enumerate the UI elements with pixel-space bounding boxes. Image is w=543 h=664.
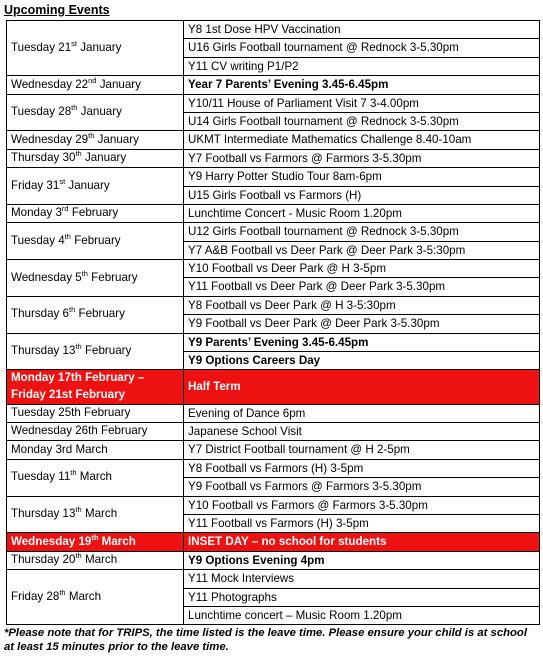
table-row [7,333,540,370]
table-row [7,441,540,459]
page-title: Upcoming Events [4,3,110,17]
event-details [184,333,540,370]
date-text: Monday 3rd March [11,442,108,456]
event-item: Y8 Football vs Farmors (H) 3-5pm [188,461,364,475]
event-item: Y11 Mock Interviews [188,572,295,586]
table-row [7,533,540,551]
date-month: January [77,105,122,119]
date-text: Thursday 13 [11,344,76,358]
event-item: Y9 Parents’ Evening 3.45-6.45pm [188,335,369,349]
event-item: Y7 Football vs Farmors @ Farmors 3-5.30pm [188,151,422,165]
event-date [7,333,184,370]
event-details [184,149,540,167]
date-text: Monday 17th February – Friday 21st February [11,371,145,402]
table-row [7,149,540,167]
event-date [7,551,184,569]
date-ordinal-suffix: th [81,268,88,278]
event-item: Y7 A&B Football vs Deer Park @ Deer Park 3-5:30pm [184,241,539,259]
event-item: Y11 Photographs [184,588,539,606]
date-month: February [87,270,138,284]
table-row [7,204,540,222]
date-text: Friday 28 [11,589,60,603]
event-item: Year 7 Parents’ Evening 3.45-6.45pm [188,78,389,92]
event-date [7,370,184,404]
event-item: Y10 Football vs Deer Park @ H 3-5pm [188,262,386,276]
date-month: March [81,553,118,567]
table-row [7,21,540,76]
event-item: U12 Girls Football tournament @ Rednock 3-5.30pm [188,225,459,239]
event-item: U15 Girls Football vs Farmors (H) [184,186,539,204]
date-ordinal-suffix: th [71,103,78,113]
date-ordinal-suffix: th [69,305,76,315]
event-date [7,204,184,222]
date-text: Wednesday 26th February [11,424,148,438]
date-ordinal-suffix: st [71,38,77,48]
event-details [184,496,540,533]
event-details [184,441,540,459]
event-item: Y8 Football vs Deer Park @ H 3-5:30pm [188,298,396,312]
table-row [7,551,540,569]
date-text: Monday 3 [11,206,62,220]
date-text: Tuesday 11 [11,470,71,484]
date-text: Wednesday 29 [11,132,89,146]
table-row [7,496,540,533]
date-month: January [81,151,127,165]
event-date [7,441,184,459]
table-row [7,94,540,131]
event-item: UKMT Intermediate Mathematics Challenge 8.40-10am [188,133,472,147]
event-date [7,404,184,422]
event-details [184,168,540,205]
event-item: Japanese School Visit [188,425,302,438]
event-item: Y9 Options Careers Day [184,351,539,369]
event-item: U14 Girls Football tournament @ Rednock 3-5.30pm [184,112,539,130]
event-date [7,570,184,625]
event-item: Y9 Options Evening 4pm [188,553,325,567]
event-item: Y9 Football vs Deer Park @ Deer Park 3-5.30pm [184,314,539,332]
event-details [184,370,540,404]
event-date [7,223,184,260]
date-text: Thursday 6 [11,307,69,321]
event-details [184,94,540,131]
date-text: Thursday 13 [11,507,76,521]
date-month: February [81,344,132,358]
event-details [184,204,540,222]
event-details [184,223,540,260]
date-ordinal-suffix: nd [88,75,97,85]
date-text: Tuesday 4 [11,233,65,247]
event-date [7,131,184,149]
date-text: Wednesday 19 [11,534,92,548]
date-month: February [70,233,121,247]
date-month: February [68,206,119,220]
event-details [184,570,540,625]
event-item: Y11 CV writing P1/P2 [184,57,539,75]
date-ordinal-suffix: th [59,588,66,598]
date-text: Wednesday 22 [11,77,89,91]
date-ordinal-suffix: st [59,176,66,186]
table-row [7,131,540,149]
date-text: Tuesday 25th February [11,406,131,419]
trip-note: *Please note that for TRIPS, the time listed is the leave time. Please ensure your child is at school at least 15 minutes prior to the leave time. [4,627,527,653]
event-item: Evening of Dance 6pm [188,406,306,420]
event-item: Y11 Football vs Farmors (H) 3-5pm [184,514,539,532]
event-item: Half Term [188,380,241,394]
event-date [7,76,184,94]
event-item: Y9 Harry Potter Studio Tour 8am-6pm [188,170,382,184]
table-row [7,570,540,625]
event-date [7,94,184,131]
event-date [7,533,184,551]
event-details [184,423,540,441]
event-item: INSET DAY – no school for students [188,535,387,549]
date-ordinal-suffix: th [75,505,82,515]
event-date [7,21,184,76]
event-item: Y7 District Football tournament @ H 2-5pm [188,443,410,457]
table-row [7,168,540,205]
table-row [7,296,540,333]
event-date [7,260,184,297]
date-ordinal-suffix: rd [61,204,69,214]
date-ordinal-suffix: th [75,149,82,159]
event-item: Y10 Football vs Farmors @ Farmors 3-5.30pm [188,498,428,512]
date-ordinal-suffix: th [88,130,95,140]
event-details [184,296,540,333]
date-month: January [94,132,139,146]
date-text: Tuesday 21 [11,40,72,54]
event-item: Lunchtime concert – Music Room 1.20pm [184,606,539,624]
events-table [6,20,540,625]
date-ordinal-suffix: th [70,468,77,478]
table-row [7,370,540,404]
events-table-body [7,21,540,625]
table-row [7,404,540,422]
date-ordinal-suffix: th [64,232,71,242]
event-date [7,296,184,333]
date-text: Tuesday 28 [11,105,72,119]
date-month: January [77,40,122,54]
date-text: Friday 31 [11,178,60,192]
event-details [184,260,540,297]
event-details [184,76,540,94]
date-text: Wednesday 5 [11,270,82,284]
table-row [7,260,540,297]
date-month: March [81,507,118,521]
date-month: March [98,534,136,548]
table-row [7,76,540,94]
event-details [184,21,540,76]
date-text: Thursday 30 [11,151,76,165]
table-row [7,459,540,496]
date-ordinal-suffix: th [91,532,99,542]
event-details [184,551,540,569]
date-text: Thursday 20 [11,553,76,567]
event-item: Y10/11 House of Parliament Visit 7 3-4.00pm [188,96,419,110]
date-month: January [65,178,110,192]
event-date [7,168,184,205]
event-date [7,423,184,441]
event-item: Y9 Football vs Farmors @ Farmors 3-5.30pm [184,477,539,495]
event-date [7,459,184,496]
event-details [184,404,540,422]
date-month: February [75,307,125,321]
date-month: January [96,77,141,91]
date-ordinal-suffix: th [75,551,82,561]
event-item: Y11 Football vs Deer Park @ Deer Park 3-5.30pm [184,277,539,295]
event-item: Y8 1st Dose HPV Vaccination [188,23,341,36]
table-row [7,423,540,441]
event-details [184,459,540,496]
date-ordinal-suffix: th [75,342,82,352]
event-date [7,496,184,533]
event-details [184,131,540,149]
event-details [184,533,540,551]
date-month: March [65,589,102,603]
event-item: Lunchtime Concert - Music Room 1.20pm [188,206,402,220]
event-item: U16 Girls Football tournament @ Rednock 3-5.30pm [184,38,539,56]
date-month: March [76,470,112,484]
event-date [7,149,184,167]
table-row [7,223,540,260]
